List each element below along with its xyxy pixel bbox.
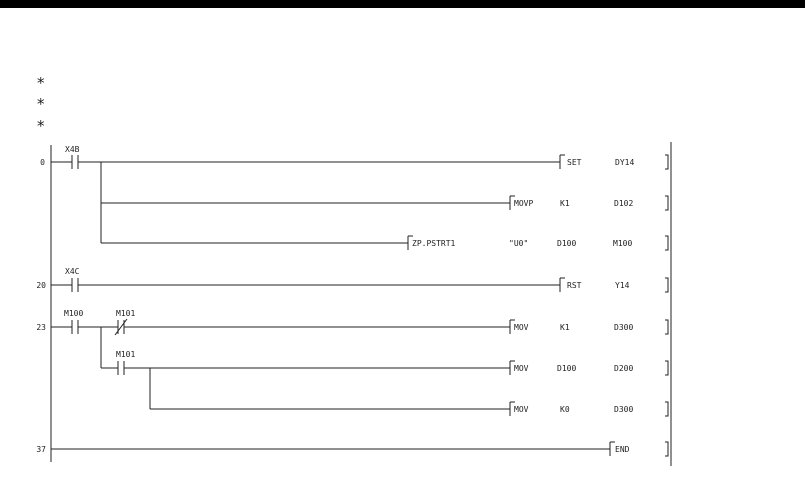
instruction-arg: DY14	[615, 158, 635, 167]
instruction-arg: M100	[613, 239, 633, 248]
instruction-arg: D300	[614, 405, 634, 414]
instruction-arg: Y14	[615, 281, 630, 290]
instruction-arg: K1	[560, 199, 570, 208]
instruction-op: ZP.PSTRT1	[412, 239, 456, 248]
instruction-bracket	[510, 402, 668, 416]
instruction-bracket	[510, 196, 668, 210]
instruction-bracket	[510, 361, 668, 375]
instruction-arg: D100	[557, 239, 577, 248]
step-number: 0	[40, 158, 45, 167]
note-asterisk: *	[37, 117, 45, 135]
step-number: 20	[36, 281, 46, 290]
instruction-arg: K1	[560, 323, 570, 332]
instruction-arg: K0	[560, 405, 570, 414]
note-asterisk: *	[37, 95, 45, 113]
step-number: 23	[36, 323, 46, 332]
step-number: 37	[36, 445, 46, 454]
instruction-op: MOV	[514, 323, 529, 332]
contact-label: X4B	[65, 145, 80, 154]
note-asterisk: *	[37, 74, 45, 92]
contact-label: X4C	[65, 267, 80, 276]
instruction-bracket	[510, 320, 668, 334]
instruction-arg: D300	[614, 323, 634, 332]
instruction-op: END	[615, 445, 630, 454]
instruction-op: MOVP	[514, 199, 534, 208]
contact-label: M101	[116, 309, 136, 318]
contact-label: M101	[116, 350, 136, 359]
instruction-arg: "U0"	[509, 239, 529, 248]
instruction-arg: D100	[557, 364, 577, 373]
contact-label: M100	[64, 309, 84, 318]
instruction-op: SET	[567, 158, 582, 167]
instruction-arg: D200	[614, 364, 634, 373]
instruction-arg: D102	[614, 199, 634, 208]
instruction-op: MOV	[514, 405, 529, 414]
instruction-op: MOV	[514, 364, 529, 373]
instruction-op: RST	[567, 281, 582, 290]
